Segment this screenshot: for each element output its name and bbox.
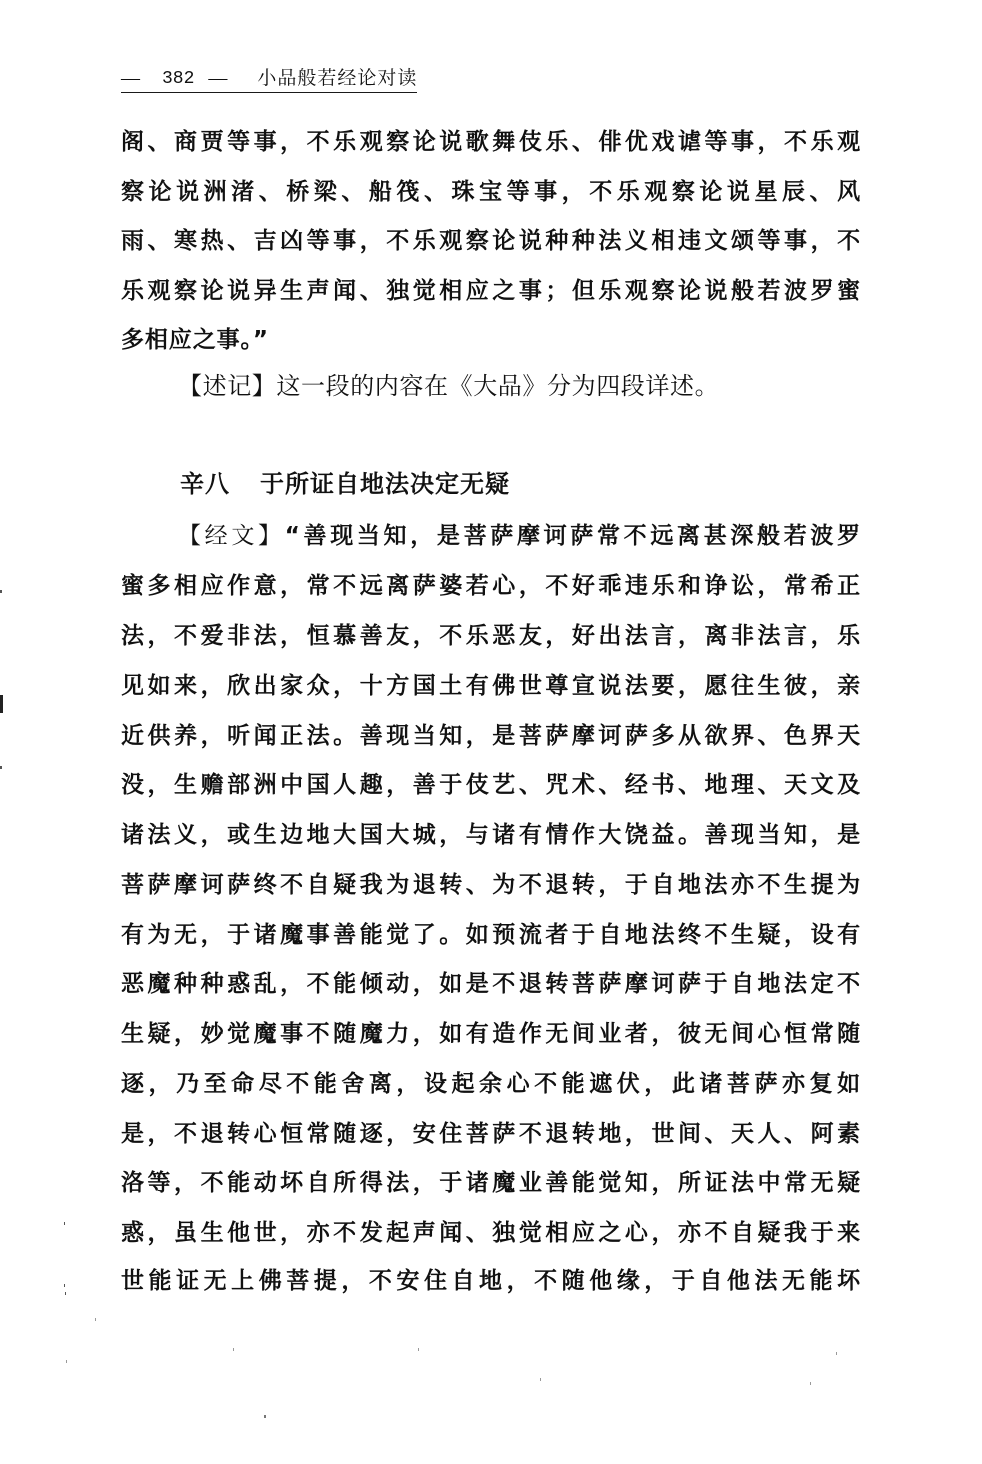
scan-speck [418, 1348, 419, 1351]
scan-speck [540, 1378, 541, 1381]
scan-speck [64, 1222, 65, 1225]
text-line: 菩萨摩诃萨终不自疑我为退转、为不退转，于自地法亦不生提为 [121, 872, 861, 898]
section-number: 辛八 [180, 469, 230, 498]
text-line: 是，不退转心恒常随逐，安住菩萨不退转地，世间、天人、阿素 [121, 1121, 861, 1147]
header-dash-left: — [121, 68, 140, 89]
text-line: 没，生赡部洲中国人趣，善于伎艺、咒术、经书、地理、天文及 [121, 772, 861, 798]
scan-speck [836, 1352, 837, 1355]
text-line: 法，不爱非法，恒慕善友，不乐恶友，好出法言，离非法言，乐 [121, 623, 861, 649]
text-line-first [178, 518, 861, 554]
section-title: 于所证自地法决定无疑 [260, 469, 510, 498]
text-line: 雨、寒热、吉凶等事，不乐观察论说种种法义相违文颂等事，不 [121, 228, 861, 254]
text-line: 逐，乃至命尽不能舍离，设起余心不能遮伏，此诸菩萨亦复如 [121, 1071, 861, 1097]
scripture-label: 【经文】 [178, 523, 285, 549]
text-line: 乐观察论说异生声闻、独觉相应之事；但乐观察论说般若波罗蜜 [121, 278, 861, 304]
commentary-label: 【述记】 [178, 372, 277, 400]
text-line: 见如来，欣出家众，十方国土有佛世尊宣说法要，愿往生彼，亲 [121, 673, 861, 699]
scan-speck [233, 1348, 234, 1351]
book-title: 小品般若经论对读 [257, 68, 418, 89]
text-line: 恶魔种种惑乱，不能倾动，如是不退转菩萨摩诃萨于自地法定不 [121, 971, 861, 997]
scan-speck [65, 1292, 66, 1295]
scan-speck [64, 1284, 65, 1287]
text-line: 蜜多相应作意，常不远离萨婆若心，不好乖违乐和诤讼，常希正 [121, 573, 861, 599]
text-line: 洛等，不能动坏自所得法，于诸魔业善能觉知，所证法中常无疑 [121, 1170, 861, 1196]
text-line: 惑，虽生他世，亦不发起声闻、独觉相应之心，亦不自疑我于来 [121, 1220, 861, 1246]
scan-speck [95, 1318, 96, 1321]
text-line: 多相应之事。” [121, 327, 269, 353]
text-line: 察论说洲渚、桥梁、船筏、珠宝等事，不乐观察论说星辰、风 [121, 179, 861, 205]
text-line: 阁、商贾等事，不乐观察论说歌舞伎乐、俳优戏谑等事，不乐观 [121, 129, 861, 155]
running-header [121, 62, 417, 93]
scripture-first-line-text: “善现当知，是菩萨摩诃萨常不远离甚深般若波罗 [284, 523, 861, 549]
scan-speck [0, 590, 2, 593]
scan-speck [810, 1382, 811, 1385]
text-line: 诸法义，或生边地大国大城，与诸有情作大饶益。善现当知，是 [121, 822, 861, 848]
scan-speck [66, 1360, 67, 1363]
section-heading [180, 466, 510, 502]
text-line: 近供养，听闻正法。善现当知，是菩萨摩诃萨多从欲界、色界天 [121, 723, 861, 749]
header-dash-right: — [208, 68, 228, 89]
page-number: 382 [162, 69, 195, 89]
scan-speck [0, 766, 2, 769]
commentary-text: 这一段的内容在《大品》分为四段详述。 [276, 372, 720, 400]
scan-speck [0, 695, 3, 713]
text-line: 世能证无上佛菩提，不安住自地，不随他缘，于自他法无能坏 [121, 1268, 861, 1294]
text-line: 生疑，妙觉魔事不随魔力，如有造作无间业者，彼无间心恒常随 [121, 1021, 861, 1047]
text-line: 有为无，于诸魔事善能觉了。如预流者于自地法终不生疑，设有 [121, 922, 861, 948]
scan-speck [264, 1415, 266, 1418]
commentary-paragraph [178, 368, 818, 404]
